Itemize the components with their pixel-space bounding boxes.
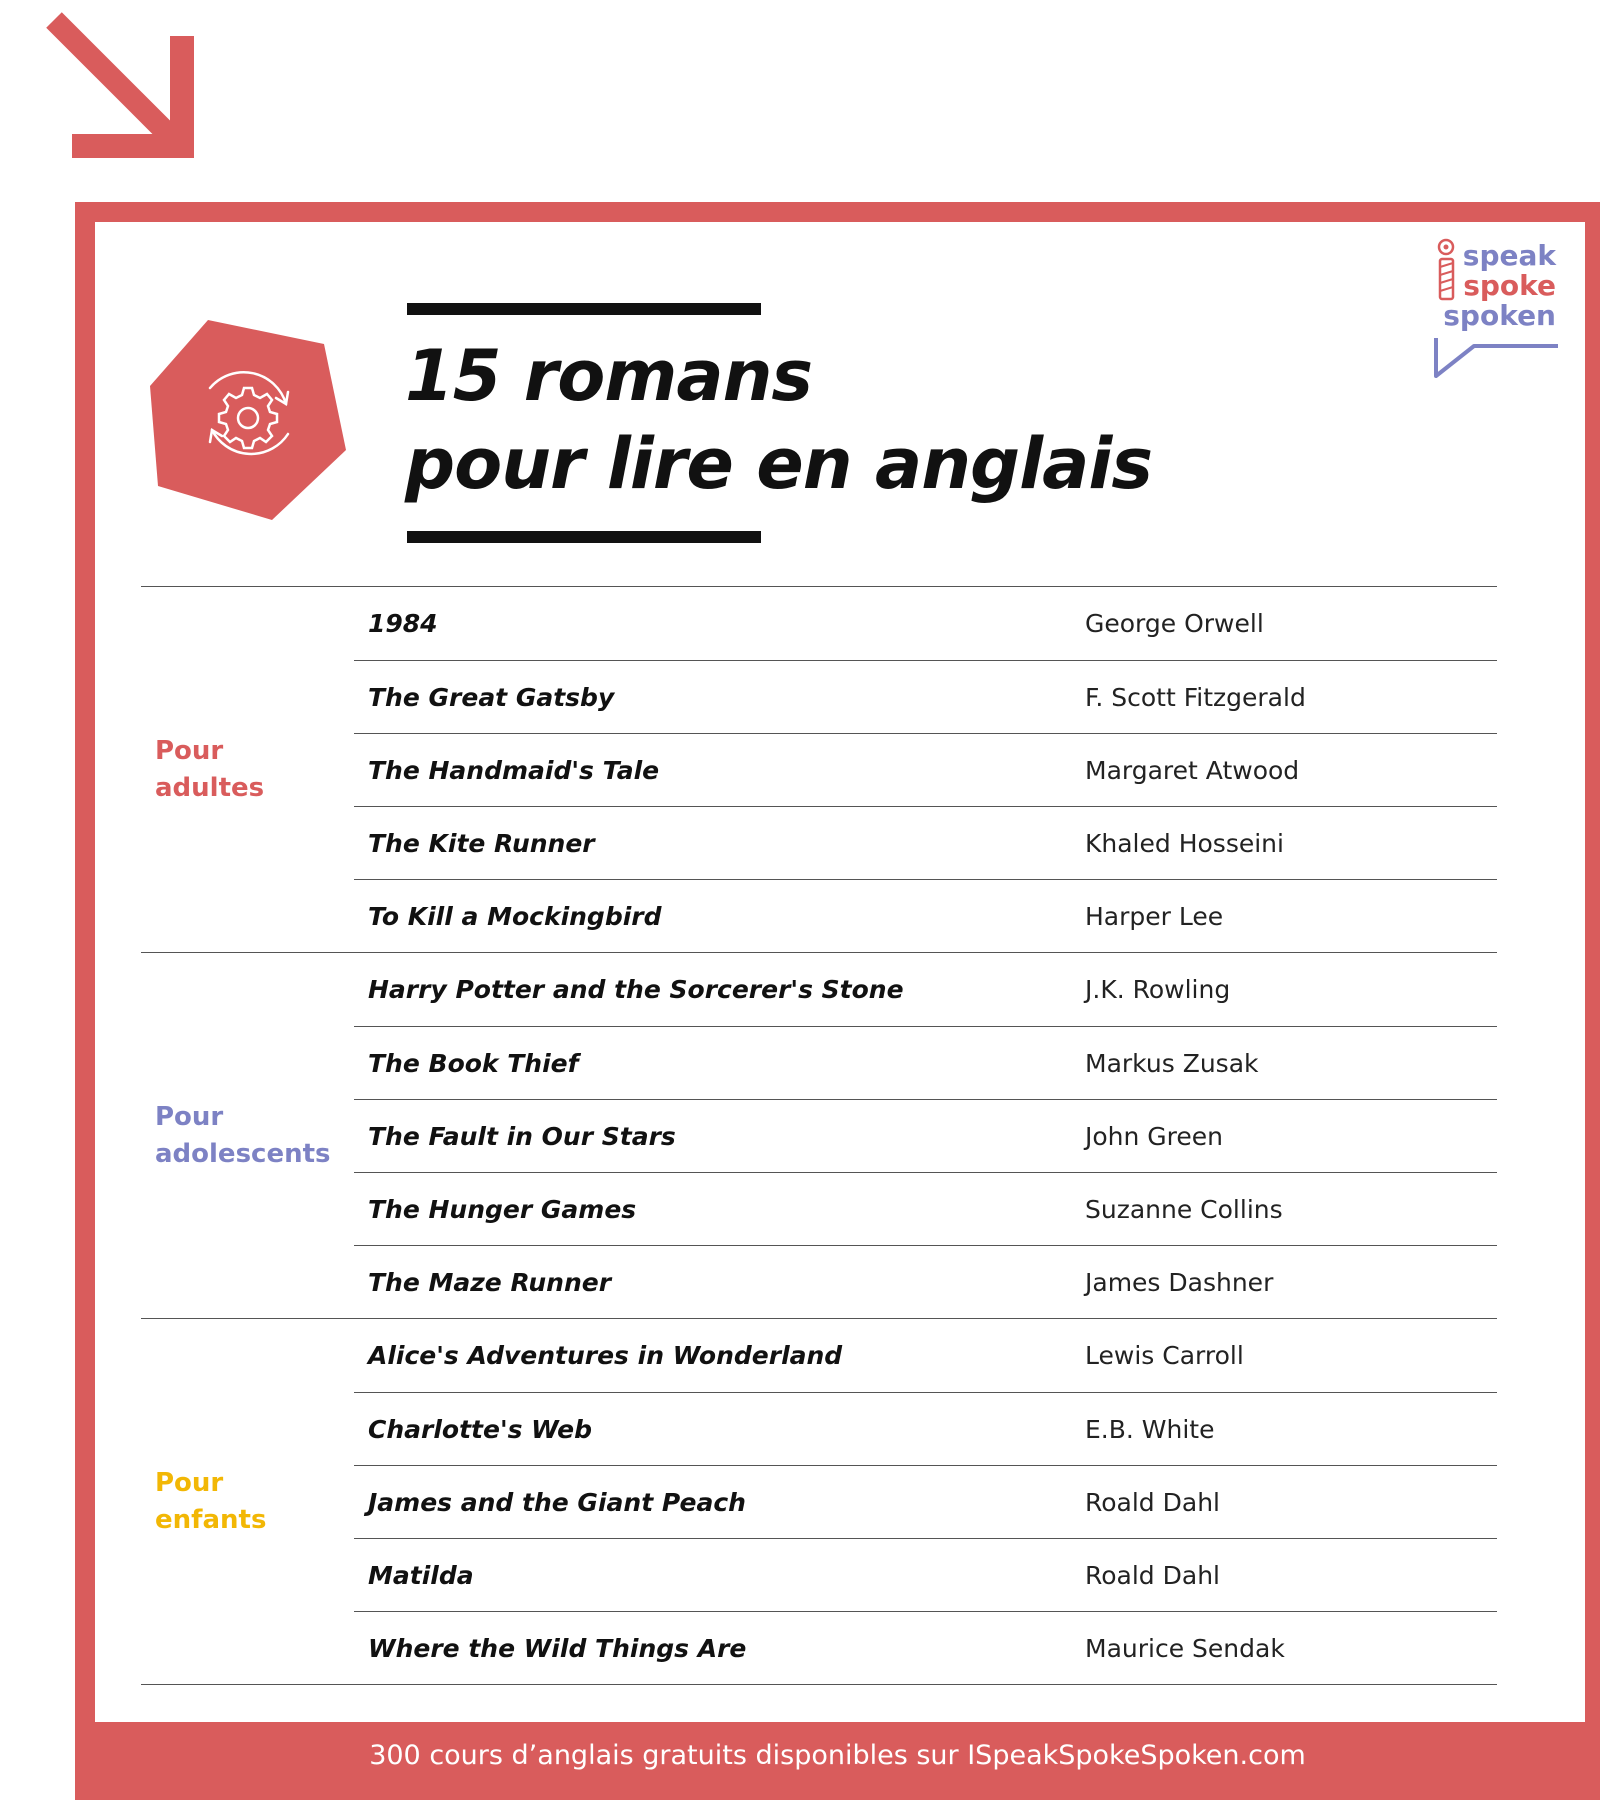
book-table [141,586,1497,1685]
speech-tail-icon [1434,336,1560,382]
logo-word-speak: speak [1462,239,1556,272]
book-group [141,1318,1497,1685]
title-rule-bottom [407,531,761,543]
book-author: Roald Dahl [1085,1487,1220,1517]
book-title: Charlotte's Web [368,1414,593,1444]
title-line-2: pour lire en anglais [405,423,1153,505]
table-row [354,1465,1497,1538]
book-author: J.K. Rowling [1085,975,1231,1004]
group-label-text: Pour adultes [155,735,265,803]
book-title: The Great Gatsby [368,682,615,712]
book-rows [354,953,1497,1318]
table-row [354,1538,1497,1611]
book-group [141,952,1497,1318]
book-author: Margaret Atwood [1085,755,1300,785]
book-author: John Green [1085,1121,1224,1151]
footer-text: 300 cours d’anglais gratuits disponibles sur ISpeakSpokeSpoken.com [369,1740,1306,1771]
book-title: James and the Giant Peach [368,1487,746,1517]
book-title: The Maze Runner [368,1267,612,1297]
book-author: George Orwell [1085,609,1264,638]
arrow-down-right-icon [46,12,206,162]
book-rows [354,587,1497,952]
group-label-text: Pour adolescents [155,1101,331,1169]
book-title: The Fault in Our Stars [368,1121,676,1151]
table-row [354,1319,1497,1392]
book-author: Lewis Carroll [1085,1341,1244,1370]
group-label [141,587,354,952]
table-row [354,1099,1497,1172]
book-group [141,586,1497,952]
table-row [354,953,1497,1026]
table-row [354,587,1497,660]
gear-refresh-icon [148,318,348,522]
table-row [354,879,1497,952]
table-row [354,1245,1497,1318]
book-title: Matilda [368,1560,474,1590]
table-row [354,806,1497,879]
book-rows [354,1319,1497,1684]
book-author: Suzanne Collins [1085,1194,1283,1224]
logo-i-icon [1436,238,1458,302]
book-title: Alice's Adventures in Wonderland [368,1341,843,1370]
group-label-text: Pour enfants [155,1467,267,1535]
page-title [405,332,1152,508]
book-author: Khaled Hosseini [1085,828,1284,858]
book-title: Where the Wild Things Are [368,1633,747,1663]
book-author: F. Scott Fitzgerald [1085,682,1306,712]
book-author: Harper Lee [1085,901,1224,931]
brand-logo [1430,236,1560,388]
book-title: The Hunger Games [368,1194,637,1224]
logo-word-spoke: spoke [1463,269,1556,302]
logo-word-spoken: spoken [1443,299,1556,332]
book-title: To Kill a Mockingbird [368,901,662,931]
book-author: Markus Zusak [1085,1048,1259,1078]
book-author: E.B. White [1085,1414,1215,1444]
book-author: James Dashner [1085,1267,1274,1297]
table-row [354,1172,1497,1245]
title-rule-top [407,303,761,315]
book-title: The Book Thief [368,1048,579,1078]
book-author: Maurice Sendak [1085,1633,1285,1663]
table-row [354,733,1497,806]
table-row [354,1392,1497,1465]
book-author: Roald Dahl [1085,1560,1220,1590]
book-title: 1984 [368,609,438,638]
table-row [354,1026,1497,1099]
book-title: Harry Potter and the Sorcerer's Stone [368,975,904,1004]
group-label [141,1319,354,1684]
book-title: The Handmaid's Tale [368,755,660,785]
book-title: The Kite Runner [368,828,595,858]
table-row [354,660,1497,733]
group-label [141,953,354,1318]
title-line-1: 15 romans [405,335,813,417]
table-row [354,1611,1497,1684]
